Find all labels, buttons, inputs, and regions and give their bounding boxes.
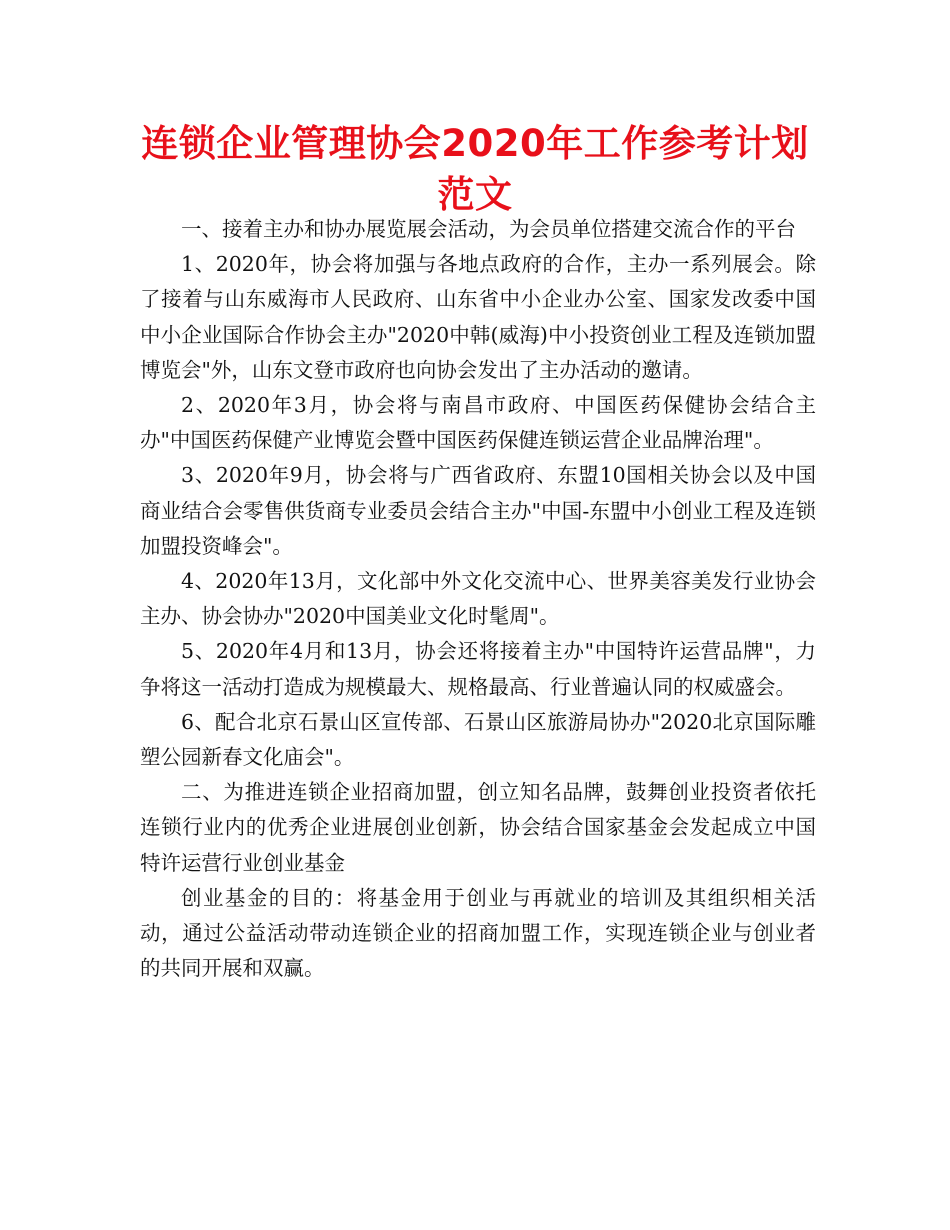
paragraph-item-6: 6、配合北京石景山区宣传部、石景山区旅游局协办"2020北京国际雕塑公园新春文化庙会"。: [140, 709, 816, 770]
paragraph-item-5: 5、2020年4月和13月，协会还将接着主办"中国特许运营品牌"，力争将这一活动打造成为规模最大、规格最高、行业普遍认同的权威盛会。: [140, 639, 816, 699]
paragraph-section-2-heading: 二、为推进连锁企业招商加盟，创立知名品牌，鼓舞创业投资者依托连锁行业内的优秀企业进展创业创新，协会结合国家基金会发起成立中国特许运营行业创业基金: [140, 780, 816, 875]
document-body: [140, 212, 816, 986]
document-title: 连锁企业管理协会2020年工作参考计划范文: [141, 122, 809, 216]
paragraph-section-1-heading: 一、接着主办和协办展览展会活动，为会员单位搭建交流合作的平台: [181, 217, 796, 241]
paragraph-item-4: 4、2020年13月，文化部中外文化交流中心、世界美容美发行业协会主办、协会协办"2020中国美业文化时髦周"。: [140, 569, 816, 629]
paragraph-item-2: 2、2020年3月，协会将与南昌市政府、中国医药保健协会结合主办"中国医药保健产业博览会暨中国医药保健连锁运营企业品牌治理"。: [140, 393, 816, 453]
paragraph-item-3: 3、2020年9月，协会将与广西省政府、东盟10国相关协会以及中国商业结合会零售供货商专业委员会结合主办"中国-东盟中小创业工程及连锁加盟投资峰会"。: [140, 463, 816, 558]
paragraph-fund-purpose: 创业基金的目的：将基金用于创业与再就业的培训及其组织相关活动，通过公益活动带动连锁企业的招商加盟工作，实现连锁企业与创业者的共同开展和双赢。: [140, 885, 816, 981]
paragraph-item-1: 1、2020年，协会将加强与各地点政府的合作，主办一系列展会。除了接着与山东威海市人民政府、山东省中小企业办公室、国家发改委中国中小企业国际合作协会主办"2020中韩(威海)中小投资创业工程及连锁加盟博览会"外，山东文登市政府也向协会发出了主办活动的邀请。: [140, 252, 816, 382]
